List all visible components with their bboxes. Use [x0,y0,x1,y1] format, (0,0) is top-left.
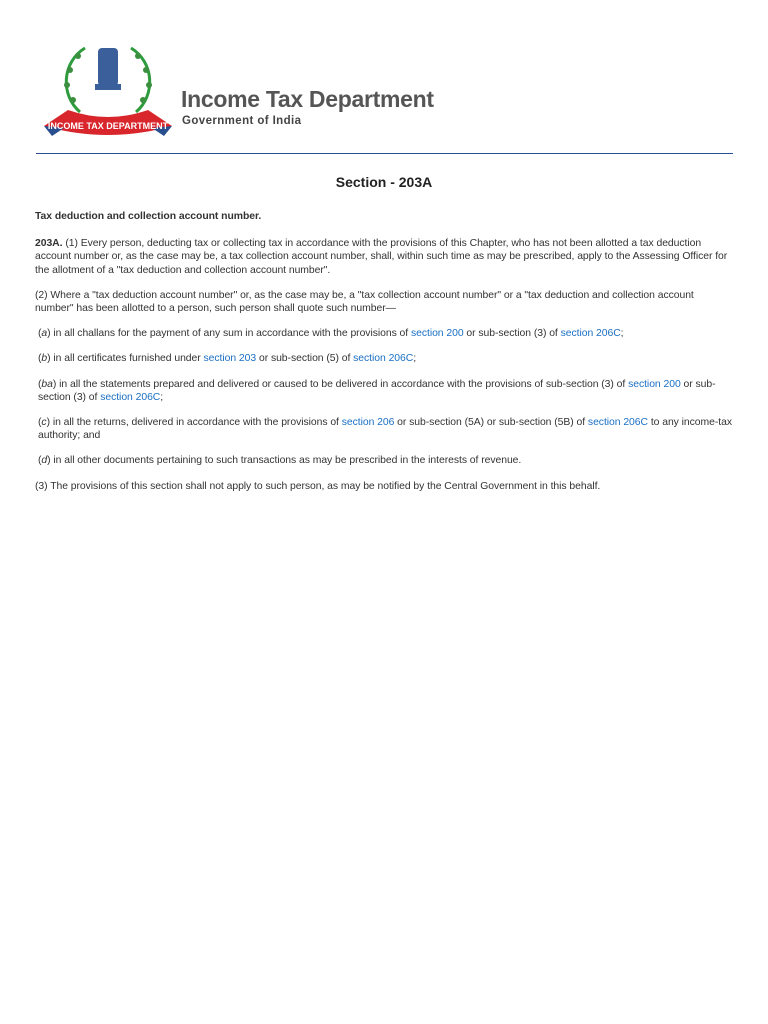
clause-letter: ba [41,378,53,390]
clause-letter: c [41,417,47,429]
clause-ba [35,378,733,404]
clause-b [35,352,733,365]
paragraph-1 [35,237,733,277]
section-label: 203A. [35,238,63,250]
paren: ( [38,353,42,365]
clause-d [35,454,733,467]
link-section-206c[interactable]: section 206C [353,353,414,365]
clause-text: or sub-section (5) of [256,353,354,365]
link-section-200[interactable]: section 200 [628,378,681,390]
paren: ( [38,378,42,390]
section-heading: Tax deduction and collection account number. [35,211,262,222]
header-divider [36,153,733,154]
link-section-206[interactable]: section 206 [341,417,395,429]
link-section-206c[interactable]: section 206C [587,417,648,429]
clause-text: ; [160,391,164,403]
clause-text: ; [620,328,624,340]
paragraph-3: (3) The provisions of this section shall not apply to such person, as may be notified by the Central Government in this behalf. [35,480,601,492]
paragraph-2: (2) Where a "tax deduction account number" or, as the case may be, a "tax collection account number" or a "tax deduction and collection account number" has been allotted to a person, such person shall quote such number— [35,289,694,315]
clause-text: or sub-section (5A) or sub-section (5B) of [394,417,588,429]
link-section-203[interactable]: section 203 [203,353,257,365]
paren: ( [38,417,42,429]
income-tax-emblem-logo [40,40,176,140]
link-section-200[interactable]: section 200 [410,328,464,340]
clause-letter: d [41,455,48,467]
clause-text: or sub-section (3) of [463,328,561,340]
clause-a [35,327,733,340]
clause-letter: b [41,353,48,365]
clause-letter: a [41,328,48,340]
paragraph-1-text: (1) Every person, deducting tax or collecting tax in accordance with the provisions of this Chapter, who has not been allotted a tax deduction account number or, as the case may be, a tax collection account number, shall, within such time as may be prescribed, apply to the Assessing Officer for the allotment of a "tax deduction and collection account number". [35,238,728,276]
clause-text: to any income-tax authority; and [38,417,732,442]
svg-text:INCOME TAX DEPARTMENT: INCOME TAX DEPARTMENT [47,121,169,131]
link-section-206c[interactable]: section 206C [560,328,621,340]
section-title: Section - 203A [335,174,433,190]
clause-text: ; [413,353,417,365]
brand-title: Income Tax Department [181,86,434,112]
clause-text: ) in all the returns, delivered in accordance with the provisions of [46,417,342,429]
clause-text: ) in all challans for the payment of any sum in accordance with the provisions of [47,328,411,340]
site-header [36,38,736,143]
clause-c [35,416,733,442]
clause-text: ) in all other documents pertaining to such transactions as may be prescribed in the interests of revenue. [47,455,522,467]
link-section-206c[interactable]: section 206C [100,391,161,403]
brand-subtitle: Government of India [182,115,302,127]
clause-text: ) in all certificates furnished under [47,353,204,365]
paren: ( [38,455,42,467]
section-content [35,210,733,505]
clause-text: ) in all the statements prepared and delivered or caused to be delivered in accordance with the provisions of sub-section (3) of [52,378,629,390]
paren: ( [38,328,42,340]
clause-text: or sub-section (3) of [38,378,716,403]
